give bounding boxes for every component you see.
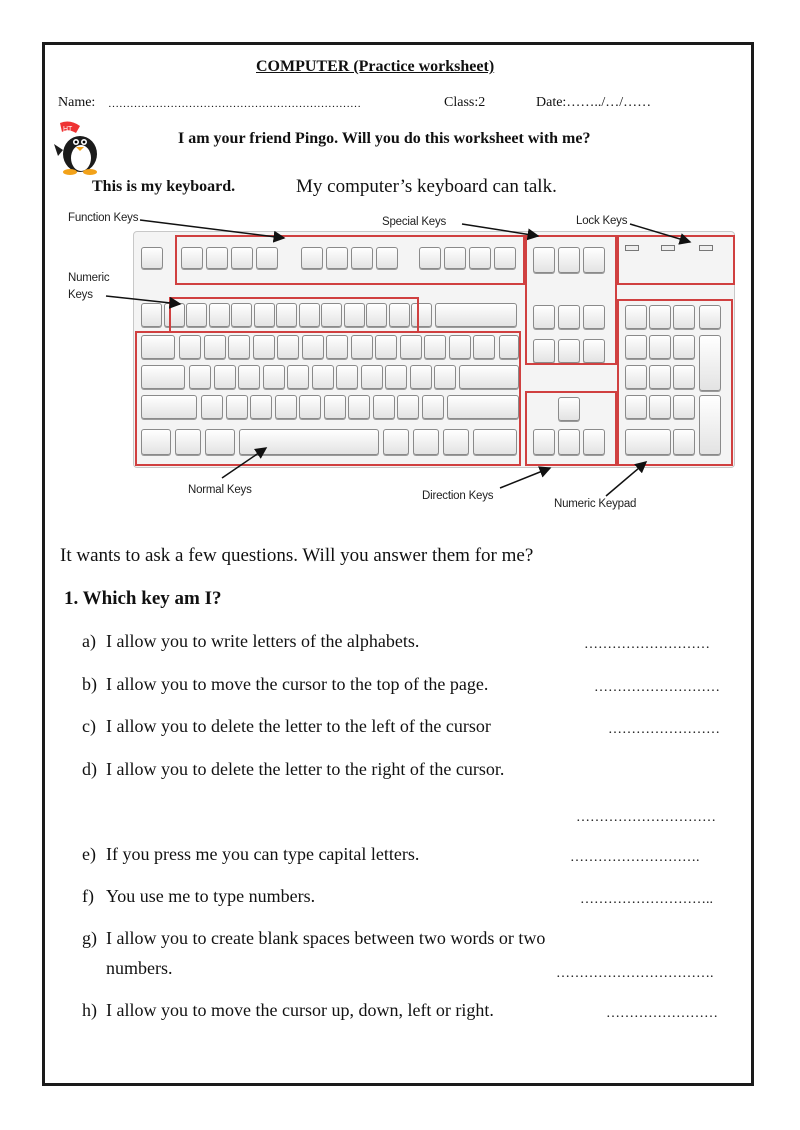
question-letter: c) — [82, 716, 96, 736]
question-text: You use me to type numbers. — [106, 886, 316, 906]
arrow-normal-keys — [222, 448, 266, 478]
question-letter: b) — [82, 674, 97, 694]
question-letter: h) — [82, 1000, 97, 1020]
answer-blank[interactable]: ……………………………. — [556, 966, 714, 981]
arrow-direction-keys — [500, 468, 550, 488]
mascot-tag: HT — [63, 126, 73, 133]
arrow-numeric-keypad — [606, 462, 646, 496]
questions-intro: It wants to ask a few questions. Will you answer them for me? — [60, 545, 534, 566]
arrow-numeric-keys — [106, 296, 180, 304]
label-function-keys: Function Keys — [68, 212, 139, 224]
answer-blank[interactable]: ……………………….. — [580, 892, 713, 907]
label-lock-keys: Lock Keys — [576, 215, 628, 227]
arrow-lock-keys — [630, 224, 690, 242]
question-letter: a) — [82, 631, 96, 651]
answer-blank[interactable]: …………………… — [606, 1006, 718, 1021]
keyboard-line-text: My computer’s keyboard can talk. — [296, 176, 557, 197]
worksheet-title: COMPUTER (Practice worksheet) — [256, 58, 495, 75]
answer-blank[interactable]: …………………… — [608, 722, 720, 737]
class-label: Class:2 — [444, 95, 486, 110]
intro-text: I am your friend Pingo. Will you do this worksheet with me? — [178, 130, 591, 147]
question-letter: d) — [82, 759, 97, 779]
date-label: Date:……../…/…… — [536, 95, 652, 110]
question-text: I allow you to delete the letter to the left of the cursor — [106, 716, 491, 736]
question-text: I allow you to write letters of the alphabets. — [106, 631, 420, 651]
question-text-continued: numbers. — [106, 958, 173, 978]
arrow-function-keys — [140, 220, 284, 238]
label-normal-keys: Normal Keys — [188, 484, 252, 496]
question-letter: g) — [82, 928, 97, 948]
answer-blank[interactable]: ……………………… — [584, 637, 710, 652]
answer-blank[interactable]: ……………………… — [594, 680, 720, 695]
label-arrows — [0, 0, 800, 540]
label-numeric-keypad: Numeric Keypad — [554, 498, 637, 510]
name-label: Name: — [58, 95, 96, 110]
question-text: If you press me you can type capital letters. — [106, 844, 420, 864]
question-text: I allow you to move the cursor up, down, left or right. — [106, 1000, 494, 1020]
keyboard-line-bold: This is my keyboard. — [92, 178, 236, 195]
label-special-keys: Special Keys — [382, 216, 447, 228]
answer-blank[interactable]: ………………………… — [576, 810, 716, 825]
label-numeric-keys-1: Numeric — [68, 272, 110, 284]
question-text: I allow you to move the cursor to the top of the page. — [106, 674, 489, 694]
arrow-special-keys — [462, 224, 538, 236]
section-heading: 1. Which key am I? — [64, 588, 222, 609]
label-direction-keys: Direction Keys — [422, 490, 494, 502]
question-letter: e) — [82, 844, 96, 864]
answer-blank[interactable]: ………………………. — [570, 850, 700, 865]
label-numeric-keys-2: Keys — [68, 289, 93, 301]
question-text: I allow you to delete the letter to the right of the cursor. — [106, 759, 505, 779]
question-letter: f) — [82, 886, 94, 906]
name-blank: …………………………………………………………… — [108, 98, 361, 110]
question-text: I allow you to create blank spaces between two words or two — [106, 928, 546, 948]
